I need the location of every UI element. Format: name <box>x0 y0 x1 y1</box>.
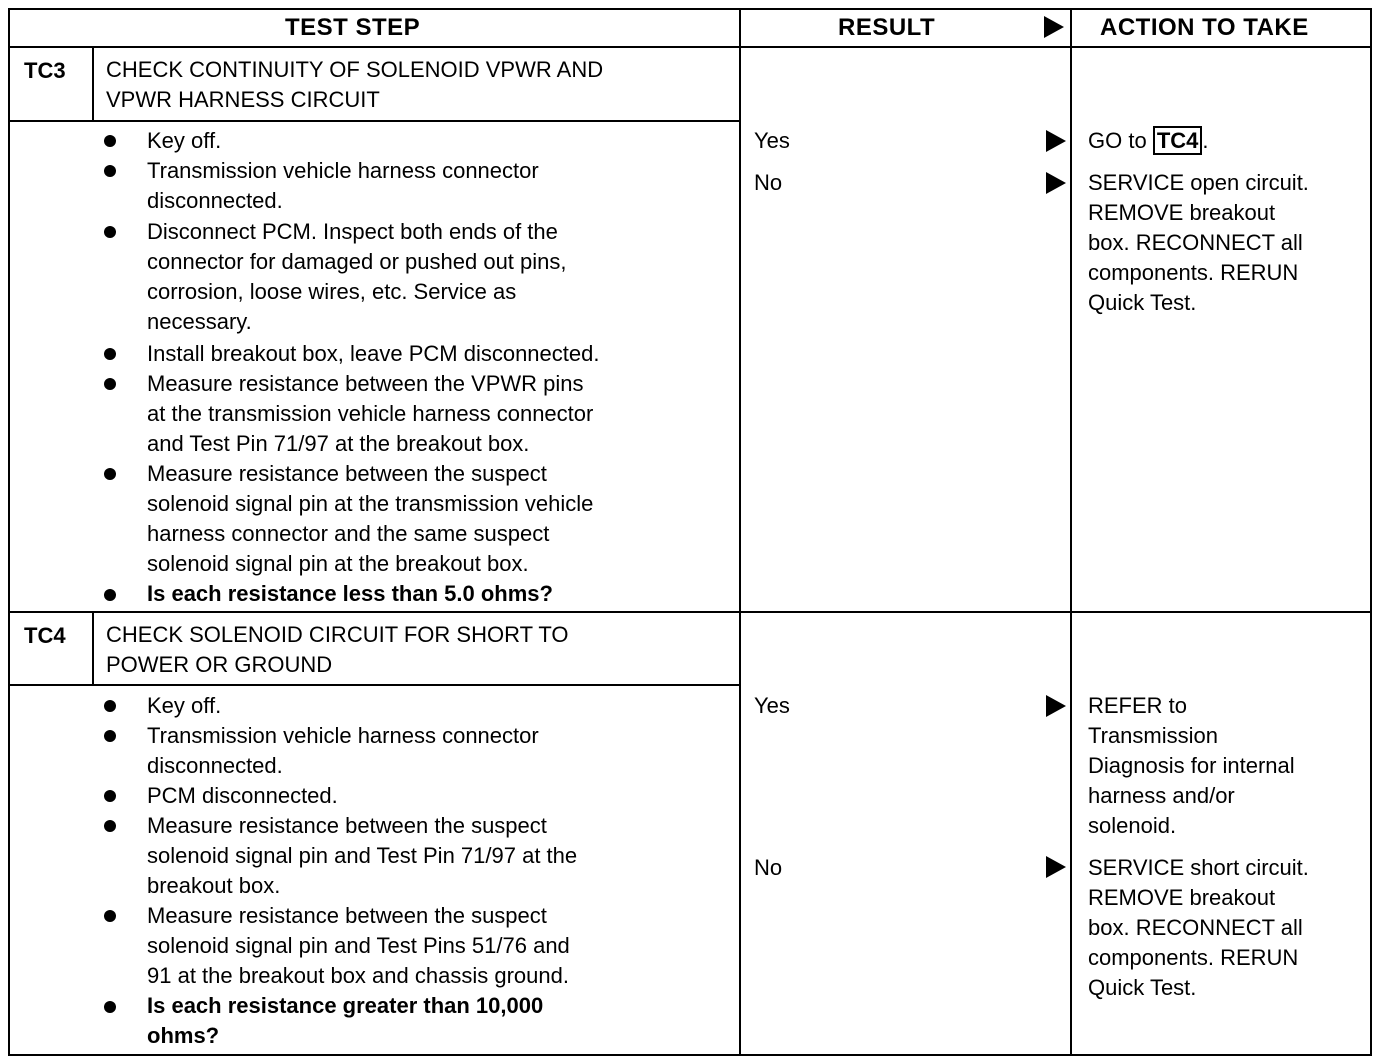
step-line: Measure resistance between the suspect <box>147 813 547 838</box>
tc3-step <box>147 126 767 156</box>
tc3-result-yes: Yes <box>754 128 790 153</box>
step-line: Install breakout box, leave PCM disconnected. <box>147 341 600 366</box>
step-line: corrosion, loose wires, etc. Service as <box>147 279 517 304</box>
table-border-bottom <box>8 1054 1372 1056</box>
tc4-step <box>147 691 767 721</box>
tc4-title-line: CHECK SOLENOID CIRCUIT FOR SHORT TO <box>106 622 569 647</box>
tc3-title-line: CHECK CONTINUITY OF SOLENOID VPWR AND <box>106 57 604 82</box>
tc4-title <box>106 620 726 680</box>
step-line: disconnected. <box>147 188 283 213</box>
bullet-icon <box>104 910 116 922</box>
step-line: Transmission vehicle harness connector <box>147 158 539 183</box>
action-line: box. RECONNECT all <box>1088 915 1303 940</box>
action-line: Diagnosis for internal <box>1088 753 1295 778</box>
tc3-result-no: No <box>754 170 783 195</box>
goto-tc4-link[interactable]: TC4 <box>1153 126 1203 155</box>
tc3-id: TC3 <box>24 58 66 83</box>
action-line: components. RERUN <box>1088 260 1299 285</box>
bullet-icon <box>104 135 116 147</box>
header-divider <box>8 46 1372 48</box>
step-line: and Test Pin 71/97 at the breakout box. <box>147 431 530 456</box>
step-line: necessary. <box>147 309 252 334</box>
bullet-icon <box>104 468 116 480</box>
step-line: Measure resistance between the suspect <box>147 461 547 486</box>
step-line: solenoid signal pin at the breakout box. <box>147 551 529 576</box>
bullet-icon <box>104 700 116 712</box>
tc4-id: TC4 <box>24 623 66 648</box>
question-line: Is each resistance greater than 10,000 <box>147 993 544 1018</box>
question-line: ohms? <box>147 1023 220 1048</box>
action-text: GO to <box>1088 128 1147 153</box>
tc4-title-underline <box>8 684 741 686</box>
tc3-step <box>147 369 767 459</box>
bullet-icon <box>104 790 116 802</box>
tc3-title-underline <box>8 120 741 122</box>
action-line: solenoid. <box>1088 813 1177 838</box>
step-line: PCM disconnected. <box>147 783 338 808</box>
header-action: ACTION TO TAKE <box>1100 14 1309 41</box>
step-line: 91 at the breakout box and chassis ground. <box>147 963 569 988</box>
step-line: solenoid signal pin at the transmission vehicle <box>147 491 594 516</box>
table-border-left <box>8 8 10 1056</box>
action-line: Quick Test. <box>1088 290 1197 315</box>
step-line: Key off. <box>147 693 222 718</box>
step-line: disconnected. <box>147 753 283 778</box>
step-line: Key off. <box>147 128 222 153</box>
tc4-result-no: No <box>754 855 783 880</box>
bullet-icon <box>104 165 116 177</box>
bullet-icon <box>104 730 116 742</box>
tc4-id-divider <box>92 611 94 686</box>
step-line: Disconnect PCM. Inspect both ends of the <box>147 219 558 244</box>
action-line: harness and/or <box>1088 783 1235 808</box>
tc3-step <box>147 339 767 369</box>
arrow-icon <box>1046 130 1066 152</box>
tc4-step <box>147 811 767 901</box>
tc3-action-yes <box>1088 126 1209 156</box>
tc4-result-yes: Yes <box>754 693 790 718</box>
action-text: . <box>1202 128 1209 153</box>
action-line: REMOVE breakout <box>1088 885 1276 910</box>
tc4-title-line: POWER OR GROUND <box>106 652 333 677</box>
tc4-question <box>147 991 767 1051</box>
row-divider <box>8 611 1372 613</box>
bullet-icon <box>104 378 116 390</box>
bullet-icon <box>104 820 116 832</box>
table-border-top <box>8 8 1372 10</box>
tc3-action-no <box>1088 168 1358 318</box>
step-line: harness connector and the same suspect <box>147 521 550 546</box>
step-line: Measure resistance between the VPWR pins <box>147 371 584 396</box>
step-line: Measure resistance between the suspect <box>147 903 547 928</box>
tc3-step <box>147 459 767 579</box>
tc4-step <box>147 901 767 991</box>
tc3-step <box>147 156 767 216</box>
tc4-action-yes <box>1088 691 1358 841</box>
header-arrow-icon <box>1044 16 1064 38</box>
bullet-icon <box>104 1001 116 1013</box>
arrow-icon <box>1046 695 1066 717</box>
header-test-step: TEST STEP <box>285 14 421 41</box>
tc4-action-no <box>1088 853 1363 1003</box>
action-line: box. RECONNECT all <box>1088 230 1303 255</box>
step-line: solenoid signal pin and Test Pins 51/76 and <box>147 933 570 958</box>
table-border-right <box>1370 8 1372 1056</box>
action-line: REFER to <box>1088 693 1188 718</box>
tc3-question: Is each resistance less than 5.0 ohms? <box>147 581 553 606</box>
step-line: connector for damaged or pushed out pins, <box>147 249 567 274</box>
tc3-title <box>106 55 726 115</box>
step-line: at the transmission vehicle harness connector <box>147 401 594 426</box>
bullet-icon <box>104 348 116 360</box>
action-line: Transmission <box>1088 723 1218 748</box>
col-divider-action <box>1070 8 1072 1056</box>
tc4-step <box>147 781 767 811</box>
bullet-icon <box>104 589 116 601</box>
tc3-step <box>147 217 767 337</box>
action-line: REMOVE breakout <box>1088 200 1276 225</box>
step-line: breakout box. <box>147 873 281 898</box>
action-line: SERVICE open circuit. <box>1088 170 1309 195</box>
action-line: SERVICE short circuit. <box>1088 855 1309 880</box>
header-result: RESULT <box>838 14 936 41</box>
bullet-icon <box>104 226 116 238</box>
tc3-id-divider <box>92 46 94 121</box>
step-line: solenoid signal pin and Test Pin 71/97 at the <box>147 843 578 868</box>
action-line: components. RERUN <box>1088 945 1299 970</box>
tc4-step <box>147 721 767 781</box>
arrow-icon <box>1046 856 1066 878</box>
step-line: Transmission vehicle harness connector <box>147 723 539 748</box>
action-line: Quick Test. <box>1088 975 1197 1000</box>
arrow-icon <box>1046 172 1066 194</box>
tc3-title-line: VPWR HARNESS CIRCUIT <box>106 87 380 112</box>
